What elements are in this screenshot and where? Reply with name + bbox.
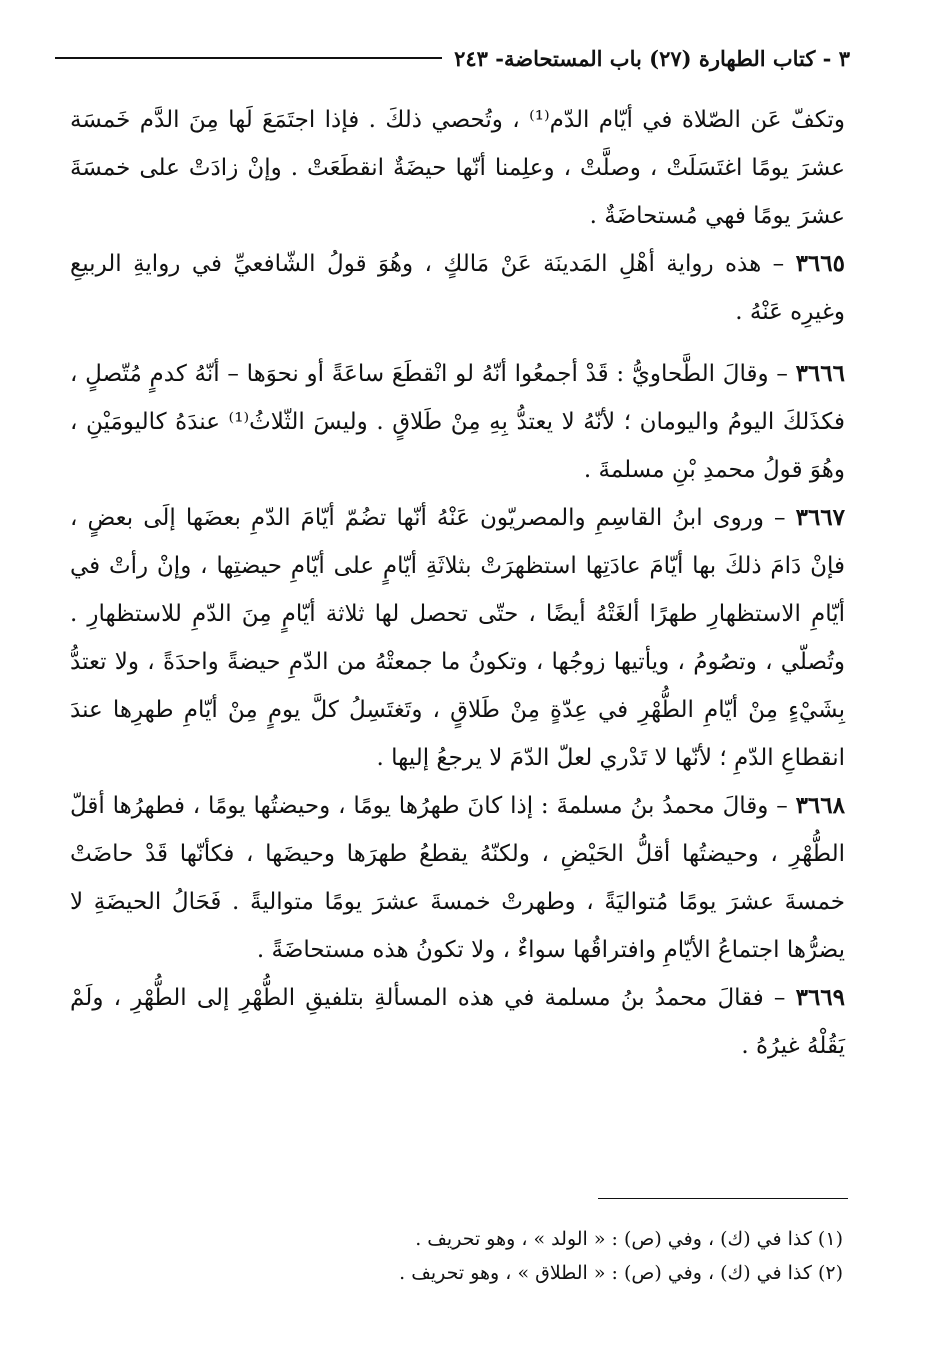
paragraph-text: – وقالَ الطَّحاويُّ : قَدْ أجمعُوا أنّهُ لو انْقطَعَ ساعَةً أو نحوَها – أنّهُ كدمٍ مُتّصلٍ ، فكذَلكَ اليومُ واليومان ؛ لأنّهُ لا يعتدُّ بِهِ مِنْ طَلاقٍ . وليسَ الثّلاثُ⁽¹⁾ عندَهُ كاليومَيْنِ ، وهُوَ قولُ محمدِ بْنِ مسلمةَ .	[70, 361, 845, 483]
paragraph	[70, 240, 845, 336]
paragraph-number: ٣٦٦٦	[795, 360, 845, 387]
header-title: ٣ - كتاب الطهارة (٢٧) باب المستحاضة- ٢٤٣	[454, 45, 850, 71]
paragraph	[70, 782, 845, 974]
footnote: (٢) كذا في (ك) ، وفي (ص) : « الطلاق » ، وهو تحريف .	[399, 1262, 843, 1284]
paragraph-text: – هذه رواية أهْلِ المَدينَة عَنْ مَالكٍ ، وهُوَ قولُ الشّافعيِّ في روايةِ الربيعِ وغيرِه عَنْهُ .	[70, 251, 845, 325]
running-header	[55, 38, 850, 78]
paragraph	[70, 974, 845, 1070]
paragraph-number: ٣٦٦٩	[795, 984, 846, 1011]
paragraph-number: ٣٦٦٥	[795, 250, 845, 277]
paragraph-text: وتكفّ عَن الصّلاة في أيّام الدّم⁽¹⁾ ، وتُحصي ذلكَ . فإذا اجتَمَعَ لَها مِنَ الدَّم خَمسَة عشرَ يومًا اغتَسَلَتْ ، وصلَّتْ ، وعلِمنا أنّها حيضَةٌ انقطَعَتْ . وإنْ زادَتْ على خمسَةَ عشرَ يومًا فهي مُستحاضَةٌ .	[70, 107, 845, 229]
paragraph-text: – فقالَ محمدُ بنُ مسلمة في هذه المسألةِ بتلفيقِ الطُّهْرِ إلى الطُّهْرِ ، ولَمْ يَقُلْهُ غيرُهُ .	[70, 985, 845, 1059]
footnote-separator	[598, 1198, 848, 1199]
main-text	[70, 96, 845, 1070]
paragraph	[70, 96, 845, 240]
footnote: (١) كذا في (ك) ، وفي (ص) : « الولد » ، وهو تحريف .	[415, 1228, 843, 1250]
paragraph-text: – وقالَ محمدُ بنُ مسلمةَ : إذا كانَ طهرُها يومًا ، وحيضتُها يومًا ، فطهرُها أقلّ الطُّهْرِ ، وحيضتُها أقلُّ الحَيْضِ ، ولكنّهُ يقطعُ طهرَها وحيضَها ، فكأنّها قَدْ حاضَتْ خمسةَ عشرَ يومًا مُتواليَةً ، وطهرتْ خمسةَ عشرَ يومًا متواليةً . فَحَالُ الحيضَةِ لا يضرُّها اجتماعُ الأيّامِ وافتراقُها سواءٌ ، ولا تكونُ هذه مستحاضَةً .	[70, 793, 845, 963]
header-rule	[55, 57, 442, 59]
paragraph-number: ٣٦٦٨	[795, 792, 845, 819]
paragraph-text: – وروى ابنُ القاسِمِ والمصريّون عَنْهُ أنّها تضُمّ أيّامَ الدّمِ بعضَها إلَى بعضٍ ، فإنْ دَامَ ذلكَ بها أيّامَ عادَتِها استظهرَتْ بثلاثَةِ أيّامٍ على أيّامِ حيضتِها ، وإنْ رأتْ في أيّامِ الاستظهارِ طهرًا ألغَتْهُ أيضًا ، حتّى تحصل لها ثلاثة أيّامٍ مِنَ الدّمِ للاستظهارِ . وتُصلّي ، وتصُومُ ، ويأتيها زوجُها ، وتكونُ ما جمعتْهُ من الدّمِ حيضةً واحدَةً ، ولا تعتدُّ بِشَيْءٍ مِنْ أيّامِ الطُّهْرِ في عِدّةٍ مِنْ طَلاقٍ ، وتَغتَسِلُ كلَّ يومٍ مِنْ أيّامِ طهرِها عندَ انقطاعِ الدّمِ ؛ لأنّها لا تَدْري لعلّ الدّمَ لا يرجعُ إليها .	[70, 505, 845, 771]
paragraph-number: ٣٦٦٧	[795, 504, 846, 531]
paragraph	[70, 494, 845, 782]
footnotes	[143, 1222, 843, 1290]
paragraph	[70, 350, 845, 494]
